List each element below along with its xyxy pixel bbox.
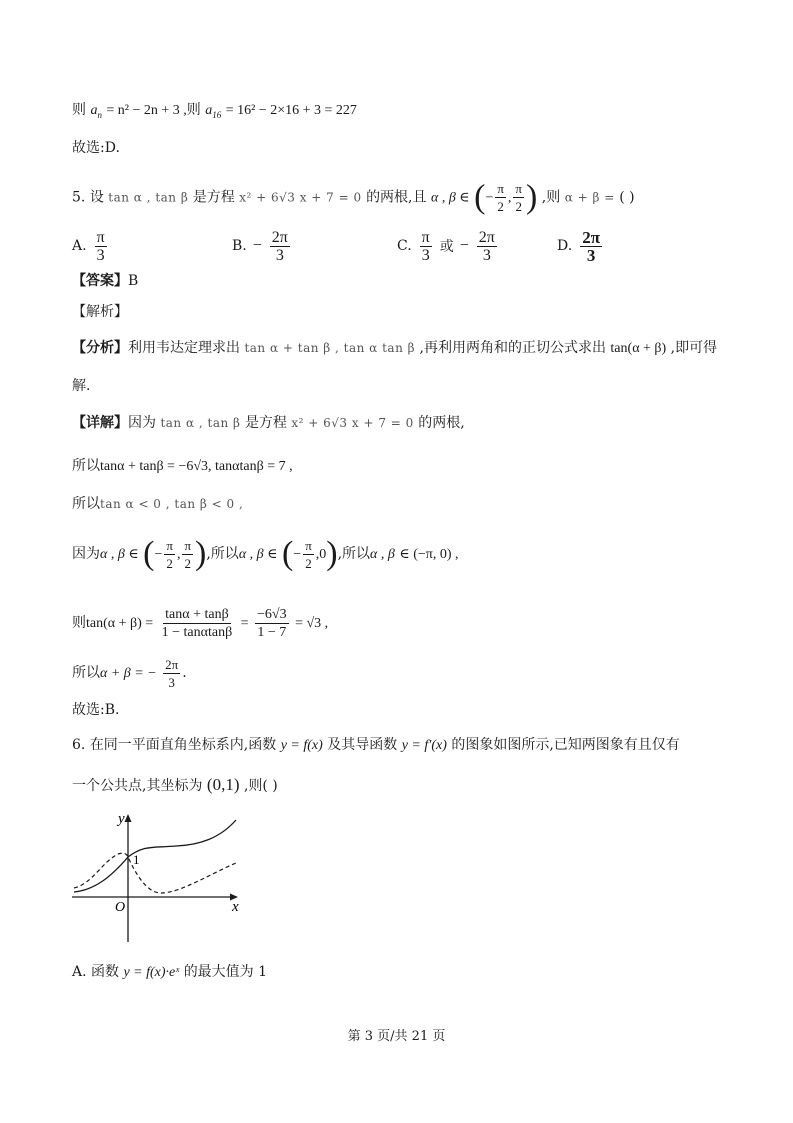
step4-result: = √3 ,: [295, 616, 329, 631]
graph-origin-label: O: [115, 900, 126, 915]
option-d-value: $\frac{2\pi}{3}$: [582, 227, 601, 265]
q5-stem: [72, 180, 635, 215]
step3-interval1-comma: ,: [176, 547, 181, 562]
q6-line1-b: 及其导函数: [327, 737, 398, 753]
q6-line2-b: ,则( ): [243, 778, 278, 794]
q6-option-a: [72, 962, 267, 983]
answer-value: B: [128, 273, 139, 289]
step2-expr: tan α < 0 , tan β < 0 ,: [100, 497, 244, 511]
q6-dfx: y = f′(x): [401, 738, 447, 753]
option-a-text: 函数: [91, 964, 120, 980]
q5-answer-line: [72, 271, 138, 291]
step5-period: .: [182, 665, 187, 681]
q6-line1: [72, 735, 680, 756]
q5-final: 故选:B.: [72, 702, 120, 718]
q6-function-graph: [60, 808, 260, 948]
q5-step1: [72, 456, 293, 477]
q5-roots: tan α , tan β: [108, 190, 189, 205]
q6-line2: [72, 775, 278, 796]
q5-blank: ( ): [619, 189, 635, 206]
page-footer: 第 3 页/共 21 页: [347, 1029, 446, 1044]
fenxi-text-2: ,再利用两角和的正切公式求出: [419, 340, 606, 356]
step3-interval2-close: ): [326, 535, 338, 572]
option-label: A.: [72, 238, 87, 254]
graph-point-label: 1: [133, 852, 140, 867]
q5-stem-text-1: 设: [89, 189, 104, 206]
q6-fx: y = f(x): [280, 738, 323, 753]
xiangjie-text-2: 是方程: [244, 415, 287, 431]
option-a-tail: 的最大值为 1: [183, 964, 268, 980]
a-n-formula: = n² − 2n + 3 ,则: [106, 103, 201, 118]
step3-prefix: 因为: [72, 546, 100, 562]
q5-step4: [72, 603, 328, 644]
graph-x-label: x: [232, 899, 239, 915]
step4-frac1-den: 1 − tanαtanβ: [161, 624, 233, 640]
fenxi-expr-1: tan α + tan β , tan α tan β: [244, 341, 416, 355]
step3-interval2-minus: −: [293, 547, 302, 562]
option-label: C.: [397, 238, 412, 254]
option-c-value-1: $\frac{\pi}{3}$: [421, 228, 430, 264]
intro-formula-line: [72, 100, 357, 125]
fenxi-tag: 【分析】: [72, 340, 128, 356]
fenxi-text-1: 利用韦达定理求出: [128, 340, 240, 356]
xiangjie-equation: x² + 6√3 x + 7 = 0: [291, 416, 414, 430]
xiangjie-roots: tan α , tan β: [160, 416, 241, 430]
q6-line1-c: 的图象如图所示,已知两图象有且仅有: [451, 737, 680, 753]
q5-analysis-tag: 【解析】: [72, 304, 128, 320]
step3-interval1-open: (: [143, 535, 155, 572]
step5-den: 3: [168, 674, 175, 690]
intro-answer: 故选:D.: [72, 140, 120, 156]
option-c-value-2: $\frac{2\pi}{3}$: [478, 228, 495, 264]
step4-frac1: [160, 606, 235, 641]
step5-expr: α + β = −: [100, 666, 157, 681]
q6-point: (0,1): [206, 775, 240, 794]
option-b-minus: −: [252, 237, 262, 254]
q6-line2-a: 一个公共点,其坐标为: [72, 778, 203, 794]
step2-prefix: 所以: [72, 496, 100, 512]
q5-fenxi-line: [72, 338, 717, 359]
option-label: D.: [557, 238, 573, 254]
q5-stem-text-2: 是方程: [192, 189, 235, 206]
option-label: B.: [232, 238, 247, 254]
step1-prefix: 所以: [72, 458, 100, 474]
step1-expr: tanα + tanβ = −6√3, tanαtanβ = 7 ,: [100, 459, 293, 474]
option-c-minus: −: [459, 237, 469, 254]
step4-frac2-num: −6√3: [257, 606, 287, 622]
q6-number: 6.: [72, 737, 86, 753]
q5-interval-close: ): [526, 178, 538, 216]
step4-frac2: [255, 606, 289, 641]
f-curve: [74, 820, 236, 892]
q6-line1-a: 在同一平面直角坐标系内,函数: [89, 737, 277, 753]
step3-interval2-frac: $\frac{\pi}{2}$: [305, 537, 312, 571]
q5-sum: α + β =: [564, 190, 615, 205]
q5-interval-frac2: $\frac{\pi}{2}$: [515, 181, 522, 214]
xiangjie-text-1: 因为: [128, 415, 156, 431]
q5-step5: [72, 655, 187, 692]
step3-alpha-beta-3: α , β: [370, 547, 395, 562]
step3-mid: ,所以: [206, 546, 239, 562]
q5-step2: [72, 494, 243, 514]
intro-then: 则: [72, 102, 86, 118]
option-a-expr: y = f(x)·eˣ: [123, 965, 180, 980]
q5-stem-text-3: 的两根,且: [366, 189, 427, 206]
xiangjie-text-3: 的两根,: [418, 415, 465, 431]
f-prime-curve: [74, 853, 236, 893]
q5-xiangjie-line: [72, 413, 465, 433]
step3-alpha-beta-1: α , β ∈: [100, 547, 139, 562]
y-axis-arrow: [125, 814, 132, 822]
step4-frac2-den: 1 − 7: [257, 624, 287, 640]
q5-option-b: [232, 226, 292, 266]
q5-stem-text-4: ,则: [541, 189, 561, 206]
step3-interval1-frac2: $\frac{\pi}{2}$: [184, 537, 192, 571]
q5-interval-comma: ,: [507, 190, 512, 206]
q5-alpha-beta: α , β ∈: [430, 190, 470, 206]
q5-interval-frac1: $\frac{\pi}{2}$: [497, 181, 504, 214]
step3-interval2-open: (: [281, 535, 294, 572]
a-n-symbol: $a_n$: [90, 103, 102, 120]
step3-tail: ∈ (−π, 0) ,: [399, 547, 459, 562]
fenxi-text-3: ,即可得: [670, 340, 718, 356]
step4-equals: =: [240, 616, 249, 631]
step3-interval1-close: ): [195, 535, 207, 572]
xiangjie-tag: 【详解】: [72, 415, 128, 431]
q5-interval-minus: −: [485, 190, 494, 206]
q5-option-d: [557, 226, 604, 266]
graph-y-label: y: [118, 811, 125, 827]
q5-equation: x² + 6√3 x + 7 = 0: [239, 190, 362, 205]
step4-prefix: 则: [72, 615, 86, 631]
step3-interval1-frac1: $\frac{\pi}{2}$: [166, 537, 173, 571]
step3-mid2: ,所以: [337, 546, 371, 562]
q5-step3: [72, 536, 458, 573]
step3-alpha-beta-2: α , β ∈: [238, 547, 278, 562]
a16-symbol: $a_{16}$: [205, 103, 222, 120]
answer-tag: 【答案】: [72, 273, 128, 289]
step5-prefix: 所以: [72, 665, 100, 681]
step4-frac1-num: tanα + tanβ: [165, 606, 229, 622]
option-c-or: 或: [439, 239, 454, 255]
step5-frac: [163, 656, 180, 691]
step3-interval1-minus: −: [154, 547, 163, 562]
option-label: A.: [72, 964, 87, 980]
step5-num: 2π: [165, 656, 179, 672]
step3-interval2-zero: ,0: [315, 547, 327, 562]
a16-formula: = 16² − 2×16 + 3 = 227: [225, 103, 357, 118]
q5-interval-open: (: [474, 178, 486, 216]
fenxi-expr-2: tan(α + β): [610, 341, 667, 356]
q5-number: 5.: [72, 189, 86, 206]
step4-lhs: tan(α + β) =: [86, 616, 154, 631]
option-b-value: $\frac{2\pi}{3}$: [271, 228, 288, 264]
q5-option-a: [72, 226, 109, 266]
option-a-value: $\frac{\pi}{3}$: [96, 228, 105, 264]
q5-option-c: [397, 226, 499, 266]
q5-fenxi-cont: 解.: [72, 378, 91, 394]
